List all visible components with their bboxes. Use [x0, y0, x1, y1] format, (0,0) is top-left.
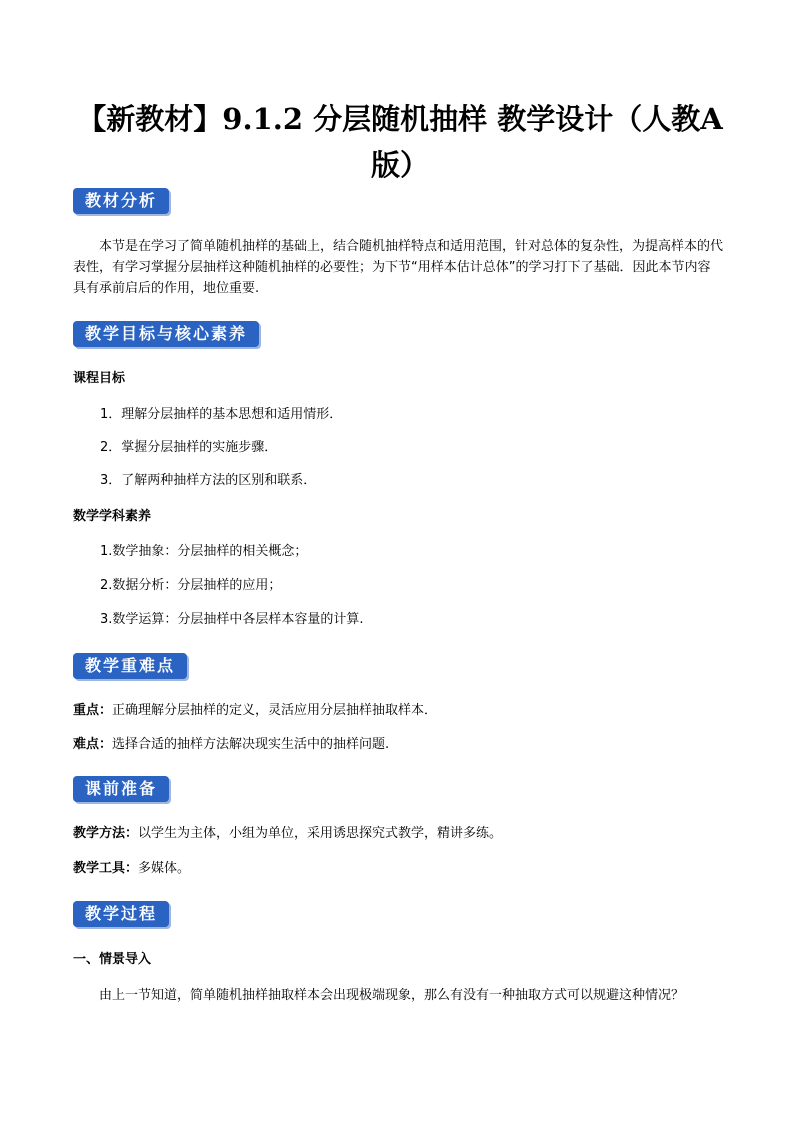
method-line	[73, 824, 502, 844]
difficulty-text: 选择合适的抽样方法解决现实生活中的抽样问题.	[112, 737, 390, 752]
difficulty-label: 难点：	[73, 737, 113, 752]
key-point-label: 重点：	[73, 703, 113, 718]
tools-line	[73, 859, 190, 879]
tools-text: 多媒体。	[138, 861, 191, 876]
goal-item: 3．了解两种抽样方法的区别和联系．	[100, 473, 317, 488]
document-title: 【新教材】9.1.2 分层随机抽样 教学设计（人教A版）	[77, 102, 723, 182]
goal-item: 2．掌握分层抽样的实施步骤．	[100, 440, 278, 455]
goals-title: 课程目标	[73, 371, 126, 386]
analysis-paragraph: 本节是在学习了简单随机抽样的基础上，结合随机抽样特点和适用范围，针对总体的复杂性，为提高样本的代表性，有学习掌握分层抽样这种随机抽样的必要性；为下节“用样本估计总体”的学习打下了基础．因此本节内容具有承前启后的作用，地位重要.	[73, 239, 724, 296]
process-paragraph: 由上一节知道，简单随机抽样抽取样本会出现极端现象，那么有没有一种抽取方式可以规避这种情况？	[99, 988, 685, 1003]
literacy-title: 数学学科素养	[73, 509, 152, 524]
key-point-text: 正确理解分层抽样的定义，灵活应用分层抽样抽取样本．	[112, 703, 438, 718]
process-part-title: 一、情景导入	[73, 952, 152, 967]
section-heading-objectives: 教学目标与核心素养	[73, 321, 259, 347]
section-heading-preparation: 课前准备	[73, 776, 169, 802]
method-text: 以学生为主体，小组为单位，采用诱思探究式教学，精讲多练。	[138, 826, 503, 841]
section-heading-analysis: 教材分析	[73, 188, 169, 214]
section-heading-keypoints: 教学重难点	[73, 653, 187, 679]
difficulty-line	[73, 735, 389, 755]
literacy-item: 3.数学运算：分层抽样中各层样本容量的计算.	[100, 612, 364, 627]
goal-item: 1．理解分层抽样的基本思想和适用情形．	[100, 407, 343, 422]
section-heading-process: 教学过程	[73, 901, 169, 927]
method-label: 教学方法：	[73, 826, 139, 841]
tools-label: 教学工具：	[73, 861, 139, 876]
literacy-item: 2.数据分析：分层抽样的应用；	[100, 578, 282, 593]
key-point-line	[73, 701, 437, 721]
literacy-item: 1.数学抽象：分层抽样的相关概念；	[100, 544, 308, 559]
